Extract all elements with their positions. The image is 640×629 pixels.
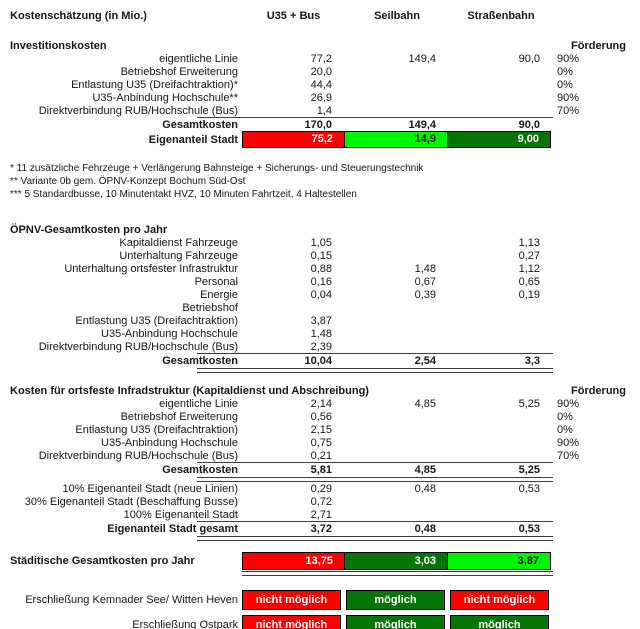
row-label: Eigenanteil Stadt xyxy=(148,133,238,146)
row-label: Gesamtkosten xyxy=(162,463,238,476)
u35-value: 3,87 xyxy=(310,314,332,327)
row-label: 30% Eigenanteil Stadt (Beschaffung Busse) xyxy=(24,495,238,508)
row-label: 10% Eigenanteil Stadt (neue Linien) xyxy=(62,482,238,495)
u35-value: 5,81 xyxy=(310,463,332,476)
table-row xyxy=(10,314,640,327)
u35-value: 44,4 xyxy=(310,78,332,91)
foerderung-value: 90% xyxy=(557,91,580,104)
page-title: Kostenschätzung (in Mio.) xyxy=(10,9,147,22)
u35-value: 2,15 xyxy=(310,423,332,436)
u35-value: 26,9 xyxy=(310,91,332,104)
double-divider xyxy=(197,368,553,373)
total-row xyxy=(10,463,640,476)
row-label: Entlastung U35 (Dreifachtraktion)* xyxy=(71,78,238,91)
u35-value: 0,75 xyxy=(310,436,332,449)
section-title: Investitionskosten xyxy=(10,39,107,52)
header-row xyxy=(10,9,640,22)
section-oepnv-heading xyxy=(10,223,640,236)
table-row xyxy=(10,436,640,449)
row-label: U35-Anbindung Hochschule** xyxy=(92,91,238,104)
staedtische-gesamtkosten-row xyxy=(10,552,640,570)
table-row xyxy=(10,249,640,262)
column-header-seilbahn: Seilbahn xyxy=(374,9,420,22)
table-row xyxy=(10,65,640,78)
seilbahn-status-badge: möglich xyxy=(346,615,445,629)
strassenbahn-value: 3,3 xyxy=(524,354,540,367)
seilbahn-value: 0,48 xyxy=(414,522,436,535)
table-row xyxy=(10,288,640,301)
seilbahn-status-badge: möglich xyxy=(346,590,445,610)
strassenbahn-value: 0,53 xyxy=(518,522,540,535)
u35-value: 3,72 xyxy=(310,522,332,535)
section-investitionskosten-heading xyxy=(10,39,640,52)
foerderung-value: 0% xyxy=(557,410,573,423)
strassenbahn-status-badge: nicht möglich xyxy=(450,590,549,610)
u35-value: 0,21 xyxy=(310,449,332,462)
u35-value: 1,4 xyxy=(316,104,332,117)
u35-value: 170,0 xyxy=(304,118,332,131)
strassenbahn-value-highlight: 9,00 xyxy=(447,131,551,148)
section-title: Kosten für ortsfeste Infradstruktur (Kapitaldienst und Abschreibung) xyxy=(10,384,369,397)
seilbahn-value: 0,39 xyxy=(414,288,436,301)
footnote-3: *** 5 Standardbusse, 10 Minutentakt HVZ, 10 Minuten Fahrtzeit, 4 Haltestellen xyxy=(10,189,357,200)
row-label: U35-Anbindung Hochschule xyxy=(101,436,238,449)
row-label: Betriebshof Erweiterung xyxy=(120,65,238,78)
strassenbahn-value: 0,53 xyxy=(518,482,540,495)
strassenbahn-value: 5,25 xyxy=(518,397,540,410)
table-row xyxy=(10,423,640,436)
row-label: Unterhaltung Fahrzeuge xyxy=(119,249,238,262)
row-label: Betriebshof xyxy=(182,301,238,314)
u35-value-highlight: 13,75 xyxy=(242,552,345,570)
u35-value: 10,04 xyxy=(304,354,332,367)
strassenbahn-value: 5,25 xyxy=(518,463,540,476)
u35-value: 0,88 xyxy=(310,262,332,275)
table-row xyxy=(10,482,640,495)
row-label: Gesamtkosten xyxy=(162,354,238,367)
row-label: 100% Eigenanteil Stadt xyxy=(123,508,238,521)
u35-value: 0,16 xyxy=(310,275,332,288)
strassenbahn-value: 0,19 xyxy=(518,288,540,301)
foerderung-value: 0% xyxy=(557,78,573,91)
seilbahn-value: 149,4 xyxy=(408,52,436,65)
row-label: Direktverbindung RUB/Hochschule (Bus) xyxy=(38,104,238,117)
table-row xyxy=(10,327,640,340)
total-row xyxy=(10,522,640,535)
u35-value: 2,14 xyxy=(310,397,332,410)
seilbahn-value: 4,85 xyxy=(414,397,436,410)
eigenanteil-stadt-row xyxy=(10,131,640,148)
footnotes xyxy=(10,162,640,201)
table-row xyxy=(10,508,640,521)
u35-value: 2,39 xyxy=(310,340,332,353)
seilbahn-value-highlight: 3,03 xyxy=(344,552,448,570)
erschliessung-row xyxy=(10,590,640,610)
table-row xyxy=(10,495,640,508)
section-title: ÖPNV-Gesamtkosten pro Jahr xyxy=(10,223,168,236)
total-row xyxy=(10,118,640,131)
row-label: Direktverbindung RUB/Hochschule (Bus) xyxy=(38,449,238,462)
row-label: U35-Anbindung Hochschule xyxy=(101,327,238,340)
seilbahn-value: 2,54 xyxy=(414,354,436,367)
column-header-u35-bus: U35 + Bus xyxy=(266,9,321,22)
row-label: Eigenanteil Stadt gesamt xyxy=(107,522,238,535)
foerderung-value: 90% xyxy=(557,52,580,65)
seilbahn-value: 0,48 xyxy=(414,482,436,495)
u35-status-badge: nicht möglich xyxy=(242,590,341,610)
foerderung-value: 90% xyxy=(557,397,580,410)
foerderung-value: 70% xyxy=(557,104,580,117)
row-label: Betriebshof Erweiterung xyxy=(120,410,238,423)
strassenbahn-value: 1,12 xyxy=(518,262,540,275)
column-header-strassenbahn: Straßenbahn xyxy=(467,9,535,22)
seilbahn-value: 1,48 xyxy=(414,262,436,275)
table-row xyxy=(10,340,640,353)
row-label: Kapitaldienst Fahrzeuge xyxy=(119,236,238,249)
seilbahn-value: 4,85 xyxy=(414,463,436,476)
strassenbahn-value: 1,13 xyxy=(518,236,540,249)
row-label: eigentliche Linie xyxy=(159,52,238,65)
table-row xyxy=(10,262,640,275)
row-label: Personal xyxy=(194,275,238,288)
row-label: Entlastung U35 (Dreifachtraktion) xyxy=(75,314,238,327)
seilbahn-value: 0,67 xyxy=(414,275,436,288)
footnote-2: ** Variante 0b gem. ÖPNV-Konzept Bochum Süd-Ost xyxy=(10,176,246,187)
u35-value: 0,29 xyxy=(310,482,332,495)
row-label: Direktverbindung RUB/Hochschule (Bus) xyxy=(38,340,238,353)
strassenbahn-value-highlight: 3,87 xyxy=(447,552,551,570)
u35-value: 1,05 xyxy=(310,236,332,249)
double-divider xyxy=(242,571,553,576)
u35-value: 20,0 xyxy=(310,65,332,78)
strassenbahn-status-badge: möglich xyxy=(450,615,549,629)
row-label: Erschließung Ostpark xyxy=(132,619,238,629)
row-label: Entlastung U35 (Dreifachtraktion) xyxy=(75,423,238,436)
table-row xyxy=(10,236,640,249)
foerderung-value: 0% xyxy=(557,423,573,436)
u35-value-highlight: 75,2 xyxy=(242,131,345,148)
u35-value: 1,48 xyxy=(310,327,332,340)
u35-value: 0,04 xyxy=(310,288,332,301)
foerderung-value: 90% xyxy=(557,436,580,449)
seilbahn-value-highlight: 14,9 xyxy=(344,131,448,148)
table-row xyxy=(10,275,640,288)
strassenbahn-value: 0,65 xyxy=(518,275,540,288)
section-ortsfest-heading xyxy=(10,384,640,397)
row-label: Erschließung Kemnader See/ Witten Heven xyxy=(25,594,238,606)
u35-value: 77,2 xyxy=(310,52,332,65)
strassenbahn-value: 0,27 xyxy=(518,249,540,262)
table-row xyxy=(10,78,640,91)
erschliessung-row xyxy=(10,615,640,629)
table-row xyxy=(10,449,640,462)
row-label: Unterhaltung ortsfester Infrastruktur xyxy=(64,262,238,275)
table-row xyxy=(10,91,640,104)
table-row xyxy=(10,410,640,423)
footnote-1: * 11 zusätzliche Fehrzeuge + Verlängerung Bahnsteige + Sicherungs- und Steuerungstechnik xyxy=(10,163,424,174)
table-row xyxy=(10,104,640,117)
double-divider xyxy=(197,536,553,541)
u35-value: 0,15 xyxy=(310,249,332,262)
foerderung-value: 70% xyxy=(557,449,580,462)
u35-value: 0,56 xyxy=(310,410,332,423)
u35-value: 0,72 xyxy=(310,495,332,508)
strassenbahn-value: 90,0 xyxy=(518,52,540,65)
row-label: eigentliche Linie xyxy=(159,397,238,410)
total-row xyxy=(10,354,640,367)
foerderung-value: 0% xyxy=(557,65,573,78)
table-row xyxy=(10,52,640,65)
row-label: Städitische Gesamtkosten pro Jahr xyxy=(10,555,195,567)
strassenbahn-value: 90,0 xyxy=(518,118,540,131)
table-row xyxy=(10,301,640,314)
table-row xyxy=(10,397,640,410)
row-label: Energie xyxy=(200,288,238,301)
row-label: Gesamtkosten xyxy=(162,118,238,131)
u35-status-badge: nicht möglich xyxy=(242,615,341,629)
seilbahn-value: 149,4 xyxy=(408,118,436,131)
foerderung-header: Förderung xyxy=(571,384,626,397)
u35-value: 2,71 xyxy=(310,508,332,521)
foerderung-header: Förderung xyxy=(571,39,626,52)
